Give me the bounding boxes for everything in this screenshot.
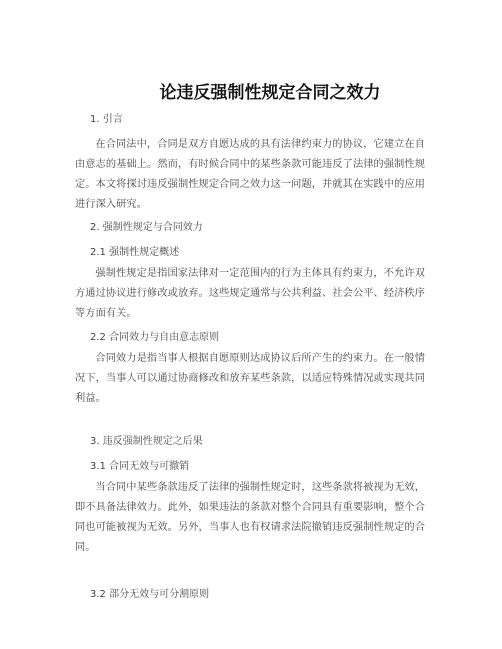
- paragraph-2-2: 合同效力是指当事人根据自愿原则达成协议后所产生的约束力。在一般情况下，当事人可以通过协商修改和放弃某些条款，以适应特殊情况或实现共同利益。: [75, 353, 425, 404]
- section-heading-consequences: 3. 违反强制性规定之后果: [90, 436, 203, 447]
- subsection-heading-3-1: 3.1 合同无效与可撤销: [90, 461, 190, 472]
- subsection-heading-2-1: 2.1 强制性规定概述: [90, 247, 180, 258]
- section-heading-introduction: 1. 引言: [90, 114, 123, 125]
- paragraph-3-1: 当合同中某些条款违反了法律的强制性规定时，这些条款将被视为无效，即不具备法律效力。此外，如果违法的条款对整个合同具有重要影响，整个合同也可能被视为无效。另外，当事人也有权请求法院撤销违反强制性规定的合同。: [75, 482, 425, 553]
- paragraph-2-1: 强制性规定是指国家法律对一定范围内的行为主体具有约束力，不允许双方通过协议进行修改或放弃。这些规定通常与公共利益、社会公平、经济秩序等方面有关。: [75, 268, 425, 319]
- document-title: 论违反强制性规定合同之效力: [159, 83, 381, 103]
- subsection-heading-3-2: 3.2 部分无效与可分割原则: [90, 589, 210, 600]
- paragraph-introduction: 在合同法中，合同是双方自愿达成的具有法律约束力的协议，它建立在自由意志的基础上。然而，有时候合同中的某些条款可能违反了法律的强制性规定。本文将探讨违反强制性规定合同之效力这一问题，并就其在实践中的应用进行深入研究。: [75, 139, 425, 210]
- section-heading-mandatory-rules: 2. 强制性规定与合同效力: [90, 222, 203, 233]
- subsection-heading-2-2: 2.2 合同效力与自由意志原则: [90, 332, 220, 343]
